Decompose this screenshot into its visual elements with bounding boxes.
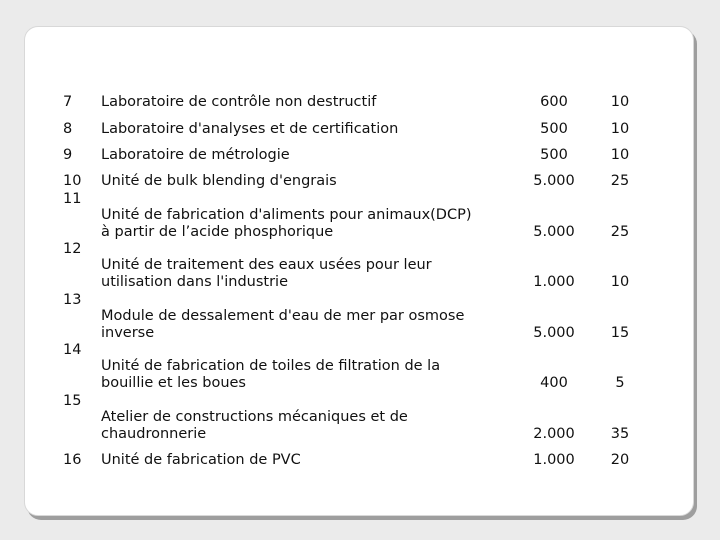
row-number: 16 xyxy=(63,452,82,468)
row-number: 10 xyxy=(63,173,82,189)
row-capacity: 5.000 xyxy=(533,173,575,189)
row-jobs: 35 xyxy=(610,426,630,442)
row-number: 11 xyxy=(63,191,82,207)
row-capacity: 5.000 xyxy=(533,325,575,341)
slide xyxy=(24,26,694,516)
row-label: Unité de fabrication d'aliments pour animaux(DCP) xyxy=(101,207,472,223)
row-label: Module de dessalement d'eau de mer par osmose xyxy=(101,308,465,324)
row-capacity: 600 xyxy=(540,94,568,110)
row-label: inverse xyxy=(101,325,155,341)
row-capacity: 400 xyxy=(540,375,568,391)
row-jobs: 5 xyxy=(615,375,625,391)
row-capacity: 2.000 xyxy=(533,426,575,442)
row-capacity: 1.000 xyxy=(533,452,575,468)
row-label: Unité de fabrication de toiles de filtration de la xyxy=(101,358,441,374)
row-label: à partir de l’acide phosphorique xyxy=(101,224,334,240)
row-jobs: 10 xyxy=(610,274,630,290)
row-jobs: 10 xyxy=(610,121,630,137)
row-label: Unité de fabrication de PVC xyxy=(101,452,301,468)
row-label: Atelier de constructions mécaniques et de xyxy=(101,409,408,425)
row-label: Unité de traitement des eaux usées pour leur xyxy=(101,257,432,273)
row-number: 8 xyxy=(63,121,73,137)
row-capacity: 500 xyxy=(540,121,568,137)
row-label: Laboratoire de contrôle non destructif xyxy=(101,94,377,110)
row-label: Laboratoire de métrologie xyxy=(101,147,290,163)
row-label: Laboratoire d'analyses et de certification xyxy=(101,121,399,137)
row-number: 13 xyxy=(63,292,82,308)
row-jobs: 10 xyxy=(610,147,630,163)
row-number: 12 xyxy=(63,241,82,257)
row-number: 7 xyxy=(63,94,73,110)
row-label: chaudronnerie xyxy=(101,426,207,442)
row-capacity: 1.000 xyxy=(533,274,575,290)
row-capacity: 500 xyxy=(540,147,568,163)
row-label: Unité de bulk blending d'engrais xyxy=(101,173,337,189)
row-label: utilisation dans l'industrie xyxy=(101,274,289,290)
row-jobs: 20 xyxy=(610,452,630,468)
row-jobs: 25 xyxy=(610,224,630,240)
row-jobs: 25 xyxy=(610,173,630,189)
row-jobs: 10 xyxy=(610,94,630,110)
row-capacity: 5.000 xyxy=(533,224,575,240)
row-number: 14 xyxy=(63,342,82,358)
row-number: 9 xyxy=(63,147,73,163)
row-number: 15 xyxy=(63,393,82,409)
row-jobs: 15 xyxy=(610,325,630,341)
row-label: bouillie et les boues xyxy=(101,375,246,391)
